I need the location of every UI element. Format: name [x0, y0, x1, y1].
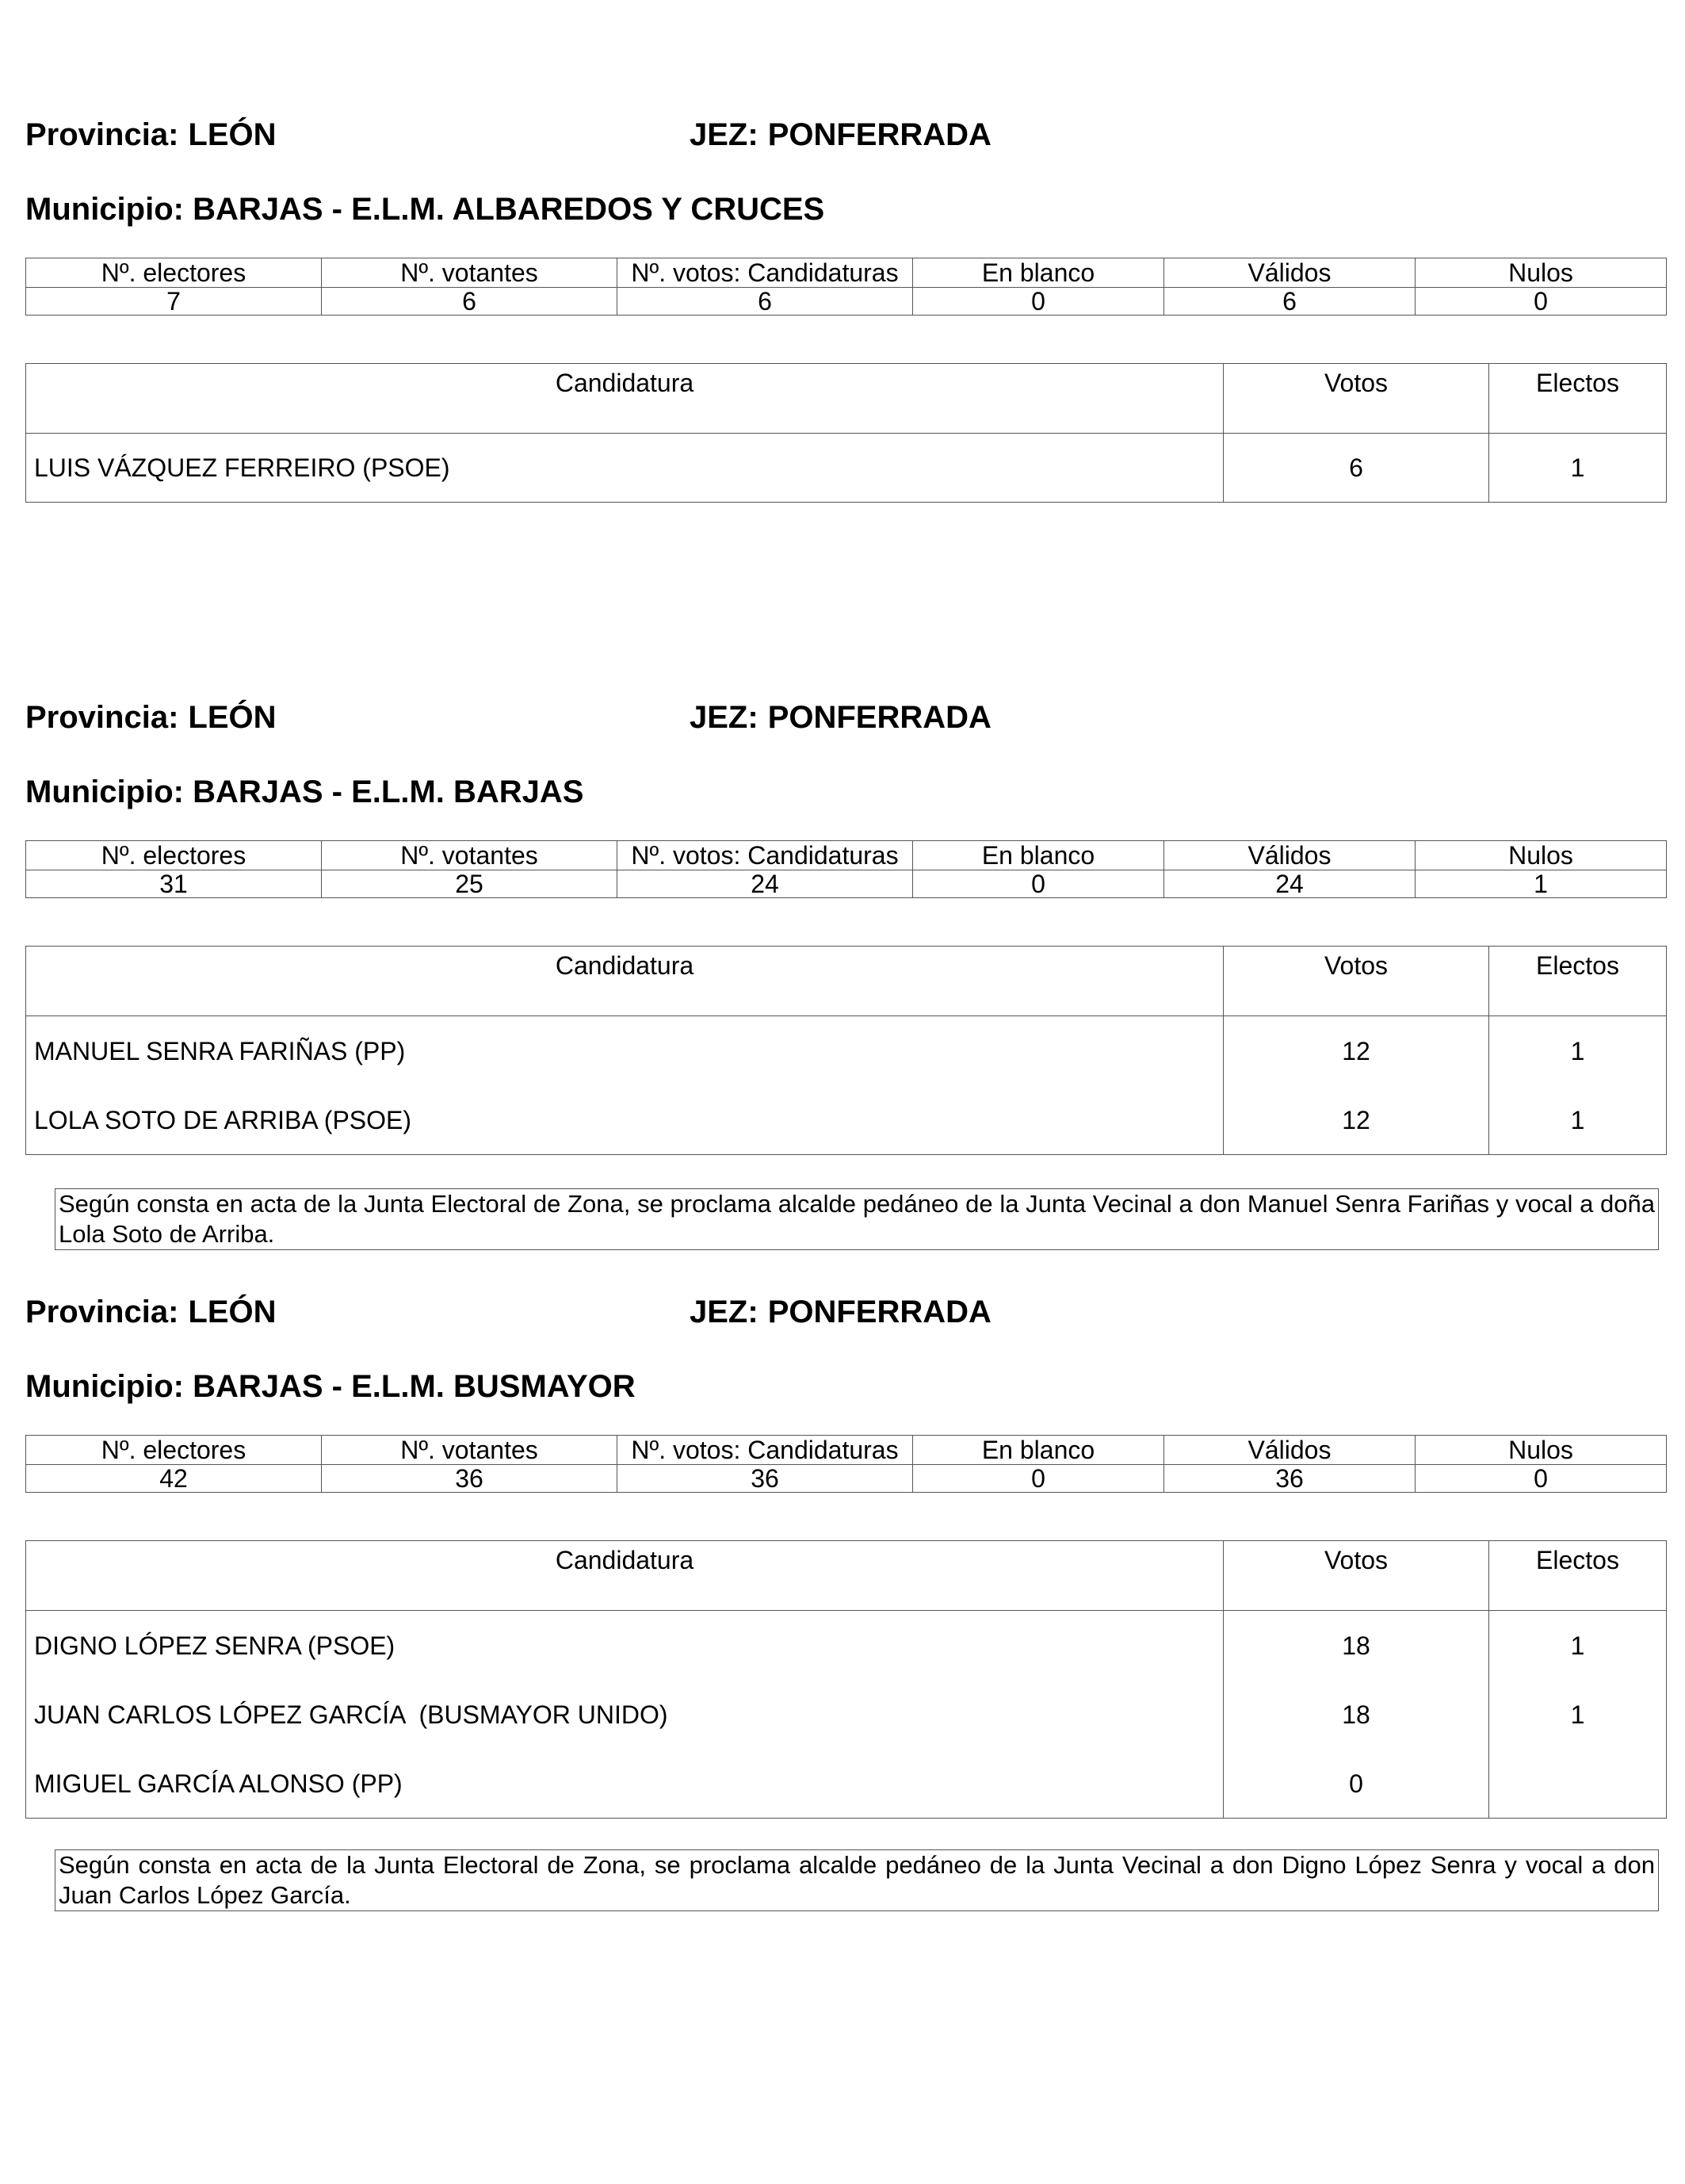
jez-value: PONFERRADA [767, 1295, 992, 1329]
candidate-votos: 0 [1224, 1749, 1489, 1819]
stats-header: Nº. electores [26, 841, 322, 870]
stats-value: 36 [617, 1465, 913, 1493]
stats-value: 24 [1164, 870, 1416, 898]
stats-value: 0 [913, 1465, 1164, 1493]
provincia-line [25, 1293, 277, 1331]
candidatura-header: Candidatura [26, 1541, 1224, 1611]
municipio-value: BARJAS - E.L.M. BARJAS [193, 775, 584, 809]
provincia-label: Provincia: [25, 117, 179, 152]
candidate-name: JUAN CARLOS LÓPEZ GARCÍA (BUSMAYOR UNIDO) [26, 1680, 1224, 1749]
candidate-votos: 12 [1224, 1016, 1489, 1086]
stats-header: En blanco [913, 1436, 1164, 1465]
stats-value-row [26, 288, 1667, 316]
stats-header-row [26, 258, 1667, 288]
jez-line [690, 1293, 992, 1331]
stats-value: 25 [322, 870, 617, 898]
jez-value: PONFERRADA [767, 117, 992, 152]
candidate-name: MIGUEL GARCÍA ALONSO (PP) [26, 1749, 1224, 1819]
jez-line [690, 698, 992, 736]
municipio-line [25, 190, 824, 228]
provincia-value: LEÓN [188, 117, 277, 152]
proclamation-note: Según consta en acta de la Junta Electoral de Zona, se proclama alcalde pedáneo de la Junta Vecinal a don Digno López Senra y vocal a don Juan Carlos López García. [55, 1849, 1659, 1911]
candidates-header-row [26, 364, 1667, 434]
candidate-votos: 12 [1224, 1085, 1489, 1155]
proclamation-note: Según consta en acta de la Junta Electoral de Zona, se proclama alcalde pedáneo de la Junta Vecinal a don Manuel Senra Fariñas y vocal a doña Lola Soto de Arriba. [55, 1188, 1659, 1250]
candidate-name: DIGNO LÓPEZ SENRA (PSOE) [26, 1611, 1224, 1681]
candidate-electos: 1 [1489, 434, 1667, 503]
candidate-votos: 6 [1224, 434, 1489, 503]
municipio-label: Municipio: [25, 1369, 184, 1404]
stats-value: 0 [1416, 1465, 1667, 1493]
candidatura-header: Candidatura [26, 947, 1224, 1016]
stats-value: 1 [1416, 870, 1667, 898]
candidate-electos: 1 [1489, 1611, 1667, 1681]
stats-value: 24 [617, 870, 913, 898]
votos-header: Votos [1224, 364, 1489, 434]
stats-value: 0 [1416, 288, 1667, 316]
municipio-value: BARJAS - E.L.M. ALBAREDOS Y CRUCES [193, 192, 825, 227]
candidate-electos: 1 [1489, 1016, 1667, 1086]
stats-value: 36 [322, 1465, 617, 1493]
stats-value: 36 [1164, 1465, 1416, 1493]
candidate-name: LOLA SOTO DE ARRIBA (PSOE) [26, 1085, 1224, 1155]
stats-value: 42 [26, 1465, 322, 1493]
municipio-value: BARJAS - E.L.M. BUSMAYOR [193, 1369, 636, 1404]
candidatura-header: Candidatura [26, 364, 1224, 434]
stats-header-row [26, 1436, 1667, 1465]
stats-header: Nº. votos: Candidaturas [617, 841, 913, 870]
stats-value: 0 [913, 870, 1164, 898]
stats-value-row [26, 1465, 1667, 1493]
candidate-electos [1489, 1749, 1667, 1819]
stats-header-row [26, 841, 1667, 870]
stats-header: Nº. votos: Candidaturas [617, 1436, 913, 1465]
provincia-value: LEÓN [188, 700, 277, 735]
candidate-votos: 18 [1224, 1680, 1489, 1749]
stats-table [25, 258, 1667, 316]
stats-value: 0 [913, 288, 1164, 316]
candidates-header-row [26, 1541, 1667, 1611]
stats-table [25, 840, 1667, 898]
candidate-row [26, 1680, 1667, 1749]
candidate-electos: 1 [1489, 1085, 1667, 1155]
jez-label: JEZ: [690, 700, 758, 735]
candidates-header-row [26, 947, 1667, 1016]
candidate-row [26, 1749, 1667, 1819]
provincia-line [25, 116, 277, 154]
stats-table [25, 1435, 1667, 1493]
jez-label: JEZ: [690, 117, 758, 152]
provincia-line [25, 698, 277, 736]
votos-header: Votos [1224, 947, 1489, 1016]
candidate-name: MANUEL SENRA FARIÑAS (PP) [26, 1016, 1224, 1086]
candidate-electos: 1 [1489, 1680, 1667, 1749]
candidate-row [26, 434, 1667, 503]
candidates-table [25, 946, 1667, 1155]
jez-line [690, 116, 992, 154]
stats-header: Nº. votos: Candidaturas [617, 258, 913, 288]
stats-value: 31 [26, 870, 322, 898]
candidate-row [26, 1611, 1667, 1681]
provincia-label: Provincia: [25, 1295, 179, 1329]
candidates-table [25, 363, 1667, 503]
votos-header: Votos [1224, 1541, 1489, 1611]
stats-header: En blanco [913, 258, 1164, 288]
stats-header: Nº. votantes [322, 258, 617, 288]
stats-value: 6 [322, 288, 617, 316]
stats-header: Nº. votantes [322, 841, 617, 870]
municipio-label: Municipio: [25, 775, 184, 809]
stats-header: Nulos [1416, 841, 1667, 870]
candidate-row [26, 1016, 1667, 1086]
municipio-line [25, 773, 583, 811]
candidate-row [26, 1085, 1667, 1155]
stats-value: 7 [26, 288, 322, 316]
electos-header: Electos [1489, 947, 1667, 1016]
municipio-label: Municipio: [25, 192, 184, 227]
stats-header: Nulos [1416, 258, 1667, 288]
stats-header: Válidos [1164, 841, 1416, 870]
candidate-votos: 18 [1224, 1611, 1489, 1681]
stats-header: Nº. electores [26, 258, 322, 288]
stats-header: En blanco [913, 841, 1164, 870]
stats-header: Válidos [1164, 258, 1416, 288]
electos-header: Electos [1489, 364, 1667, 434]
jez-label: JEZ: [690, 1295, 758, 1329]
stats-header: Válidos [1164, 1436, 1416, 1465]
candidate-name: LUIS VÁZQUEZ FERREIRO (PSOE) [26, 434, 1224, 503]
stats-value-row [26, 870, 1667, 898]
stats-value: 6 [617, 288, 913, 316]
candidates-table [25, 1540, 1667, 1819]
stats-header: Nº. electores [26, 1436, 322, 1465]
jez-value: PONFERRADA [767, 700, 992, 735]
stats-value: 6 [1164, 288, 1416, 316]
provincia-value: LEÓN [188, 1295, 277, 1329]
stats-header: Nº. votantes [322, 1436, 617, 1465]
electos-header: Electos [1489, 1541, 1667, 1611]
municipio-line [25, 1367, 636, 1406]
provincia-label: Provincia: [25, 700, 179, 735]
stats-header: Nulos [1416, 1436, 1667, 1465]
